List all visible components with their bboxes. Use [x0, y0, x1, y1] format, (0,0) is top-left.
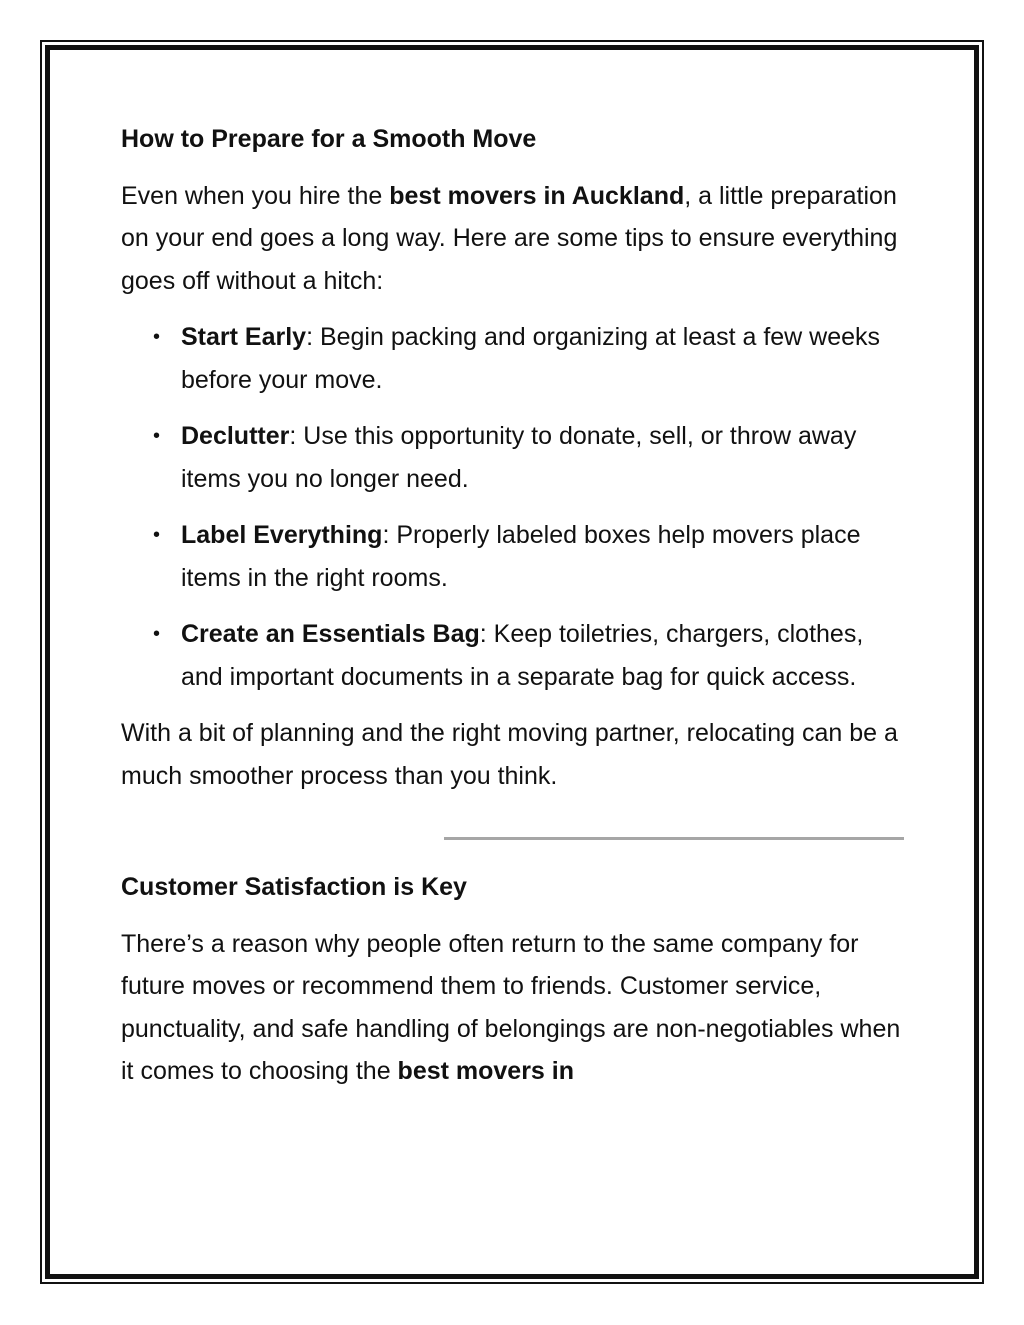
list-item: [121, 415, 911, 500]
intro-paragraph: Even when you hire the best movers in Auckland, a little preparation on your end goes a long way. Here are some tips to ensure everything goes off without a hitch:: [121, 181, 898, 295]
tip-title: Start Early: [181, 323, 307, 351]
list-item: [121, 514, 911, 599]
bullet-icon: •: [153, 524, 161, 546]
keyword-best-movers: best movers in: [397, 1057, 574, 1085]
satisfaction-paragraph: There’s a reason why people often return to the same company for future moves or recommend them to friends. Customer service, punctuality, and safe handling of belongings are non-negotiables when it comes to choosing the best movers in: [121, 929, 901, 1085]
tip-text: : Properly labeled boxes help movers place items in the right rooms.: [181, 521, 861, 592]
tip-title: Label Everything: [181, 521, 383, 549]
document-content: [121, 118, 911, 1107]
tip-title: Create an Essentials Bag: [181, 620, 480, 648]
list-item: [121, 316, 911, 401]
tip-title: Declutter: [181, 422, 290, 450]
section-divider: [444, 837, 904, 840]
section-heading-prepare: How to Prepare for a Smooth Move: [121, 125, 537, 153]
keyword-best-movers: best movers in Auckland: [389, 181, 685, 210]
closing-paragraph: With a bit of planning and the right moving partner, relocating can be a much smoother process than you think.: [121, 719, 898, 790]
bullet-icon: •: [153, 326, 161, 348]
tip-text: : Use this opportunity to donate, sell, or throw away items you no longer need.: [181, 422, 857, 493]
list-item: [121, 613, 911, 698]
bullet-icon: •: [153, 623, 161, 645]
tips-list: [121, 316, 911, 698]
tip-text: : Begin packing and organizing at least a few weeks before your move.: [181, 323, 881, 394]
bullet-icon: •: [153, 425, 161, 447]
section-heading-satisfaction: Customer Satisfaction is Key: [121, 873, 467, 901]
tip-text: : Keep toiletries, chargers, clothes, and important documents in a separate bag for quick access.: [181, 620, 864, 691]
